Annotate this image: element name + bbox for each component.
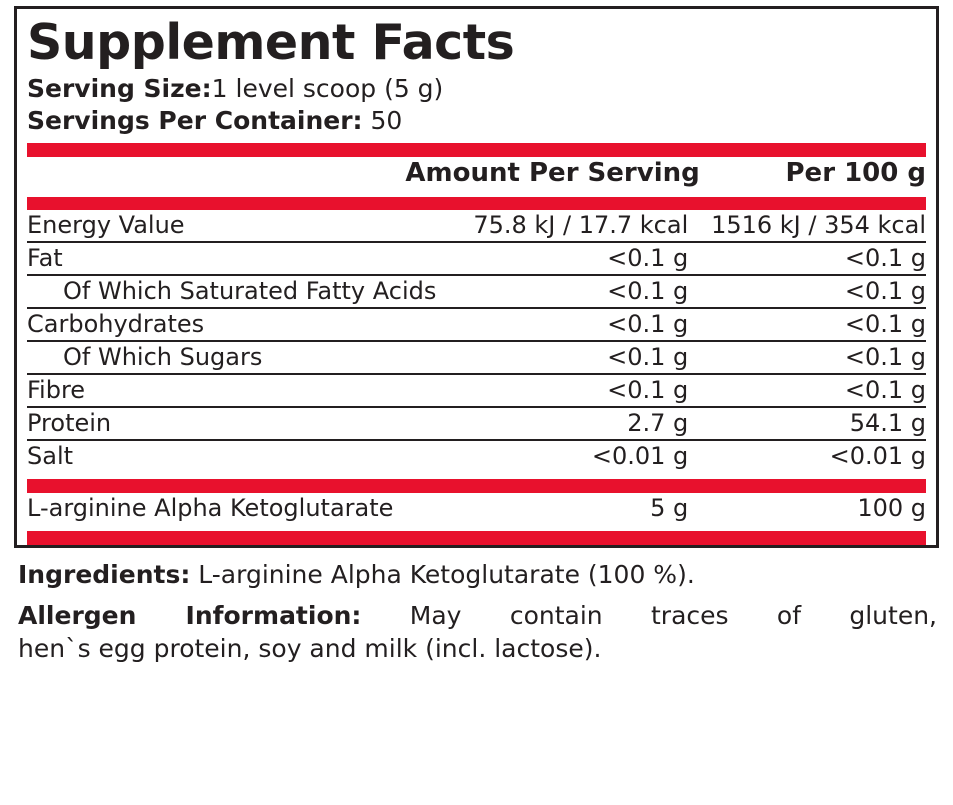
facts-panel: [14, 6, 939, 548]
table-row-highlight: [27, 493, 926, 524]
column-header-amount-per-serving: Amount Per Serving: [405, 158, 700, 189]
servings-per-container-label: Servings Per Container:: [27, 106, 363, 136]
row-label: Protein: [27, 407, 459, 440]
row-amount: <0.01 g: [591, 442, 689, 471]
serving-size-label: Serving Size:: [27, 73, 212, 103]
servings-per-container-line: [27, 105, 926, 136]
allergen-label: Allergen Information:: [18, 601, 362, 631]
table-row: [27, 440, 926, 472]
serving-size-value: 1 level scoop (5 g): [211, 73, 444, 103]
table-row: [27, 210, 926, 242]
nutrient-table: [27, 210, 926, 472]
row-per100: <0.1 g: [692, 374, 926, 407]
table-row: [27, 275, 926, 308]
table-row: [27, 407, 926, 440]
allergen-text-line1: May contain traces of gluten,: [409, 601, 937, 631]
active-ingredient-table: [27, 493, 926, 524]
servings-per-container-value: 50: [370, 106, 403, 136]
table-row: [27, 308, 926, 341]
row-amount: 2.7 g: [459, 407, 693, 440]
row-per100: <0.01 g: [829, 442, 926, 471]
row-label: Carbohydrates: [27, 308, 459, 341]
row-label: Fat: [27, 242, 459, 275]
ingredients-paragraph: [18, 558, 937, 591]
row-per100: 54.1 g: [692, 407, 926, 440]
divider-red-under-header: [27, 197, 926, 210]
row-amount: 75.8 kJ / 17.7 kcal: [459, 210, 693, 242]
facts-header-table: [27, 157, 926, 190]
active-ingredient-per100: 100 g: [857, 494, 926, 523]
row-amount: <0.1 g: [459, 242, 693, 275]
active-ingredient-amount: 5 g: [650, 494, 689, 523]
table-row: [27, 374, 926, 407]
column-header-name: [27, 157, 405, 190]
row-label: Salt: [27, 442, 74, 471]
page-title: Supplement Facts: [27, 14, 515, 71]
row-per100: <0.1 g: [692, 242, 926, 275]
row-amount: <0.1 g: [459, 341, 693, 374]
row-amount: <0.1 g: [459, 374, 693, 407]
ingredients-label: Ingredients:: [18, 560, 191, 590]
ingredients-text: L-arginine Alpha Ketoglutarate (100 %).: [198, 560, 695, 590]
serving-size-line: [27, 73, 926, 104]
divider-red-top: [27, 143, 926, 157]
row-label: Of Which Saturated Fatty Acids: [27, 275, 459, 308]
table-header-row: [27, 157, 926, 190]
active-ingredient-label: L-arginine Alpha Ketoglutarate: [27, 494, 394, 523]
column-header-per-100g: Per 100 g: [785, 158, 926, 189]
row-amount: <0.1 g: [459, 308, 693, 341]
divider-red-bottom: [27, 531, 926, 545]
row-per100: <0.1 g: [692, 275, 926, 308]
footer-notes: [14, 548, 939, 665]
row-amount: <0.1 g: [459, 275, 693, 308]
allergen-text-line2: hen`s egg protein, soy and milk (incl. lactose).: [18, 634, 602, 664]
row-per100: <0.1 g: [692, 341, 926, 374]
row-label: Fibre: [27, 374, 459, 407]
table-row: [27, 341, 926, 374]
row-label: Of Which Sugars: [27, 341, 459, 374]
table-row: [27, 242, 926, 275]
divider-red-above-active: [27, 479, 926, 493]
row-per100: 1516 kJ / 354 kcal: [692, 210, 926, 242]
allergen-paragraph: [18, 599, 937, 665]
row-label: Energy Value: [27, 210, 459, 242]
row-per100: <0.1 g: [692, 308, 926, 341]
